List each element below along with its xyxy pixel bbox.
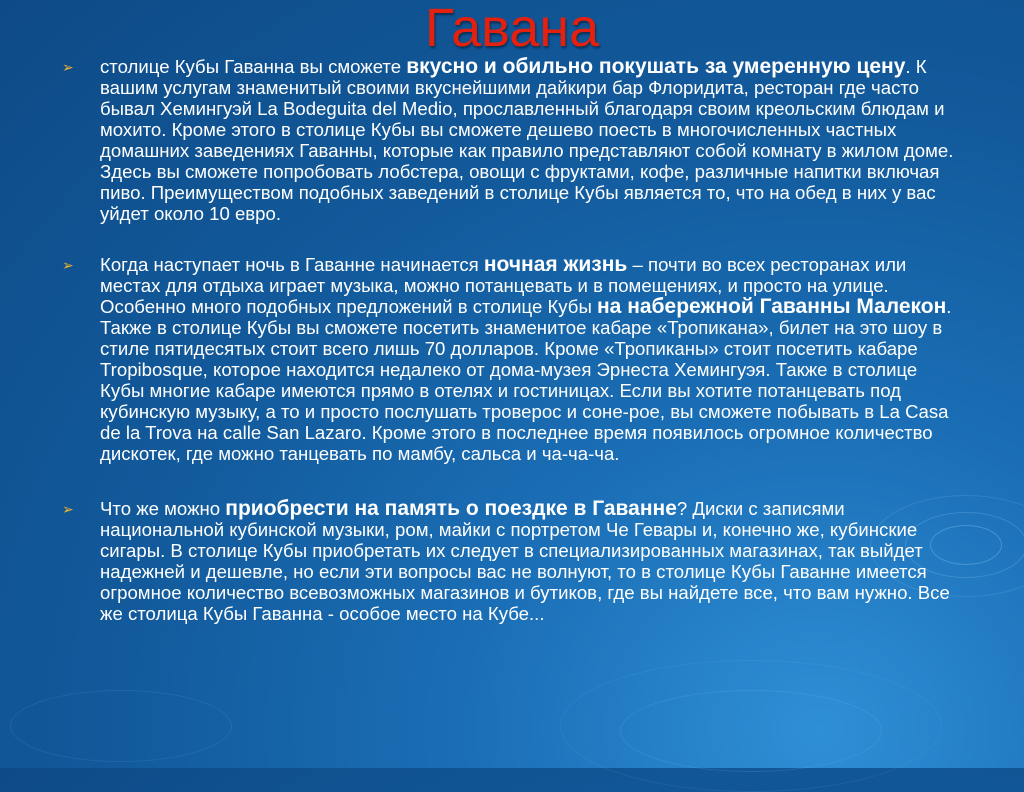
slide-body xyxy=(62,54,962,624)
arrow-bullet-icon: ➢ xyxy=(62,257,74,273)
bullet-item-nightlife xyxy=(62,254,962,464)
arrow-bullet-icon: ➢ xyxy=(62,59,74,75)
water-ripple xyxy=(10,690,232,762)
bullet-text: . Также в столице Кубы вы сможете посетить знаменитое кабаре «Тропикана», билет на это шоу в стиле пятидесятых стоит всего лишь 70 долларов. Кроме «Тропиканы» стоит посетить кабаре Tropibosque, которое находится недалеко от дома-музея Эрнеста Хемингуэя. Также в столице Кубы многие кабаре имеются прямо в отелях и гостиницах. Если вы хотите потанцевать под кубинскую музыку, а то и просто послушать троверос и соне-рое, вы сможете побывать в La Casa de la Trova на calle San Lazaro. Кроме этого в последнее время появилось огромное количество дискотек, где можно танцевать по мамбу, сальса и ча-ча-ча. xyxy=(100,296,952,464)
bullet-text: столице Кубы Гаванна вы сможете xyxy=(100,56,407,77)
bullet-emphasis: приобрести на память о поездке в Гаванне xyxy=(225,497,677,520)
bullet-emphasis: на набережной Гаванны Малекон xyxy=(597,295,947,318)
bullet-emphasis: ночная жизнь xyxy=(483,253,628,276)
bullet-text: Когда наступает ночь в Гаванне начинается xyxy=(100,254,484,275)
water-ripple xyxy=(560,660,942,792)
bullet-emphasis: вкусно и обильно покушать за умеренную цену xyxy=(406,55,906,78)
bullet-text: . К вашим услугам знаменитый своими вкуснейшими дайкири бар Флоридита, ресторан где часто бывал Хемингуэй La Bodeguita del Medio, прославленный благодаря своим креольским блюдам и мохито. Кроме этого в столице Кубы вы сможете дешево поесть в многочисленных частных домашних заведениях Гаванны, которые как правило представляют собой комнату в жилом доме. Здесь вы сможете попробовать лобстера, овощи с фруктами, кофе, различные напитки включая пиво. Преимуществом подобных заведений в столице Кубы является то, что на обед в них у вас уйдет около 10 евро. xyxy=(100,56,954,224)
arrow-bullet-icon: ➢ xyxy=(62,501,74,517)
slide-title: Гавана xyxy=(424,0,600,58)
bullet-item-food xyxy=(62,56,962,224)
bullet-text: – почти во всех ресторанах или местах для отдыха играет музыка, можно потанцевать и в помещениях, и просто на улице. Особенно много подобных предложений в столице Кубы xyxy=(100,254,907,317)
bullet-text: Что же можно xyxy=(100,498,226,519)
bullet-item-souvenirs xyxy=(62,498,962,624)
bullet-text: ? Диски с записями национальной кубинской музыки, ром, майки с портретом Че Гевары и, конечно же, кубинские сигары. В столице Кубы приобретать их следует в специализированных магазинах, так выйдет надежней и дешевле, но если эти вопросы вас не волнуют, то в столице Кубы Гаванне имеется огромное количество всевозможных магазинов и бутиков, где вы найдете все, что вам нужно. Все же столица Кубы Гаванна - особое место на Кубе... xyxy=(100,498,950,624)
